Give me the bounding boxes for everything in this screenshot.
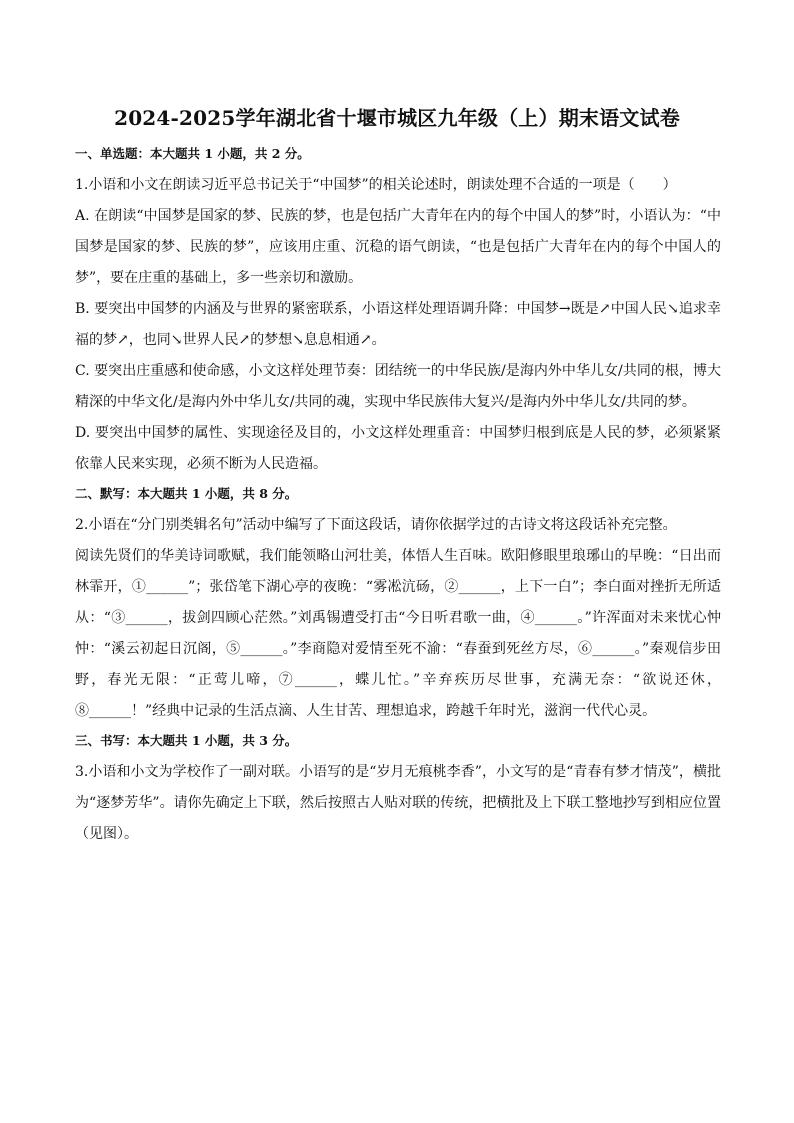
- section-writing: [75, 729, 721, 850]
- section-heading: 二、默写：本大题共 1 小题，共 8 分。: [75, 486, 298, 501]
- question-stem: 3.小语和小文为学校作了一副对联。小语写的是“岁月无痕桃李香”，小文写的是“青春有梦才情茂”，横批为“逐梦芳华”。请你先确定上下联，然后按照古人贴对联的传统，把横批及上下联工整地抄写到相应位置（见图）。: [75, 764, 721, 842]
- question-stem: 2.小语在“分门别类辑名句”活动中编写了下面这段话，请你依据学过的古诗文将这段话补充完整。: [75, 517, 677, 533]
- question-passage: 阅读先贤们的华美诗词歌赋，我们能领略山河壮美，体悟人生百味。欧阳修眼里琅琊山的早晚：“日出而林霏开，①______”；张岱笔下湖心亭的夜晚：“雾凇沆砀，②______，上下一白”；李白面对挫折无所适从：“③______，拔剑四顾心茫然。”刘禹锡遭受打击“今日听君歌一曲，④______。”许浑面对未来忧心忡忡：“溪云初起日沉阁，⑤______。”李商隐对爱情至死不渝：“春蚕到死丝方尽，⑥______。”秦观信步田野，春光无限：“正莺儿啼，⑦______，蝶儿忙。”辛弃疾历尽世事，充满无奈：“欲说还休，⑧______！”经典中记录的生活点滴、人生甘苦、理想追求，跨越千年时光，滋润一代代心灵。: [75, 548, 721, 719]
- question-stem: 1.小语和小文在朗读习近平总书记关于“中国梦”的相关论述时，朗读处理不合适的一项是（ ）: [75, 177, 677, 193]
- option-a: A. 在朗读“中国梦是国家的梦、民族的梦，也是包括广大青年在内的每个中国人的梦”时，小语认为：“中国梦是国家的梦、民族的梦”，应该用庄重、沉稳的语气朗读，“也是包括广大青年在内的每个中国人的梦”，要在庄重的基础上，多一些亲切和激励。: [75, 208, 721, 286]
- section-single-choice: [75, 142, 721, 480]
- section-heading: 三、书写：本大题共 1 小题，共 3 分。: [75, 733, 298, 748]
- option-c: C. 要突出庄重感和使命感，小文这样处理节奏：团结统一的中华民族/是海内外中华儿女/共同的根，博大精深的中华文化/是海内外中华儿女/共同的魂，实现中华民族伟大复兴/是海内外中华儿女/共同的梦。: [75, 363, 721, 410]
- exam-content: [75, 142, 721, 850]
- page-title: 2024-2025学年湖北省十堰市城区九年级（上）期末语文试卷: [114, 106, 680, 130]
- option-d: D. 要突出中国梦的属性、实现途径及目的，小文这样处理重音：中国梦归根到底是人民的梦，必须紧紧依靠人民来实现，必须不断为人民造福。: [75, 425, 721, 472]
- section-heading: 一、单选题：本大题共 1 小题，共 2 分。: [75, 146, 310, 161]
- option-b: B. 要突出中国梦的内涵及与世界的紧密联系，小语这样处理语调升降：中国梦→既是↗中国人民↘追求幸福的梦↗，也同↘世界人民↗的梦想↘息息相通↗。: [75, 301, 721, 348]
- section-dictation: [75, 482, 721, 727]
